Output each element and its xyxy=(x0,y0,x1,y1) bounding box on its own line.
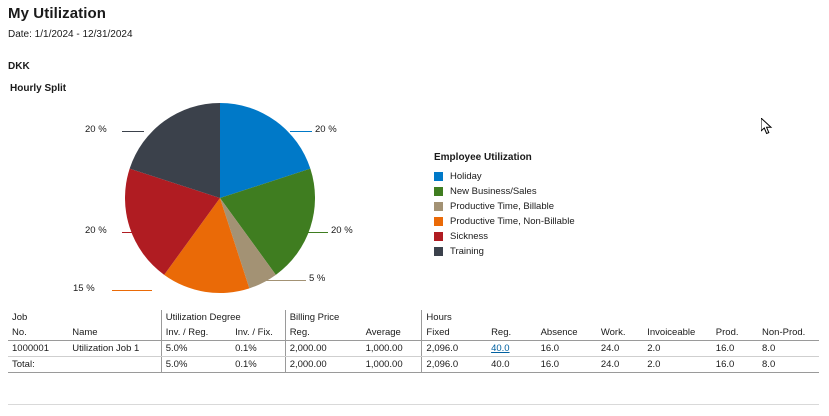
total-average: 1,000.00 xyxy=(362,357,422,373)
column-header-absence: Absence xyxy=(537,325,597,341)
group-label-billing-price: Billing Price xyxy=(285,310,422,325)
cell-inv-fix: 0.1% xyxy=(231,341,285,357)
total-absence: 16.0 xyxy=(537,357,597,373)
column-header-fixed: Fixed xyxy=(422,325,487,341)
table-total-row xyxy=(8,357,819,373)
total-work: 24.0 xyxy=(597,357,643,373)
total-fixed: 2,096.0 xyxy=(422,357,487,373)
footer-divider xyxy=(8,404,819,405)
table-group-header-row xyxy=(8,310,819,325)
column-header-prod: Prod. xyxy=(712,325,758,341)
total-prod: 16.0 xyxy=(712,357,758,373)
cell-invoiceable: 2.0 xyxy=(643,341,712,357)
cell-reg-hours-link[interactable]: 40.0 xyxy=(491,343,510,354)
leader-line-new-business xyxy=(306,232,328,233)
legend-swatch-icon xyxy=(434,217,443,226)
pie-graphic xyxy=(125,103,315,293)
legend-swatch-icon xyxy=(434,187,443,196)
legend-item-label: Productive Time, Billable xyxy=(450,201,555,212)
pie-label-sickness: 20 % xyxy=(85,225,107,236)
legend-item-label: Holiday xyxy=(450,171,482,182)
legend-item-label: Training xyxy=(450,246,484,257)
legend-item-training[interactable] xyxy=(434,244,634,259)
pie-svg xyxy=(125,103,315,293)
leader-line-training xyxy=(122,131,144,132)
column-header-non-prod: Non-Prod. xyxy=(758,325,819,341)
total-non-prod: 8.0 xyxy=(758,357,819,373)
total-inv-fix: 0.1% xyxy=(231,357,285,373)
total-invoiceable: 2.0 xyxy=(643,357,712,373)
column-header-inv-reg: Inv. / Reg. xyxy=(161,325,231,341)
leader-line-sickness xyxy=(122,232,144,233)
total-reg-hours: 40.0 xyxy=(487,357,537,373)
legend-item-label: Sickness xyxy=(450,231,489,242)
legend-item-label: Productive Time, Non-Billable xyxy=(450,216,575,227)
legend-item-productive-non-billable[interactable] xyxy=(434,214,634,229)
pie-label-training: 20 % xyxy=(85,124,107,135)
column-header-name: Name xyxy=(68,325,161,341)
legend-item-productive-billable[interactable] xyxy=(434,199,634,214)
total-inv-reg: 5.0% xyxy=(161,357,231,373)
legend-item-sickness[interactable] xyxy=(434,229,634,244)
table-row[interactable] xyxy=(8,341,819,357)
group-label-hours: Hours xyxy=(422,310,819,325)
pie-chart xyxy=(73,100,410,300)
column-header-average: Average xyxy=(362,325,422,341)
cell-prod: 16.0 xyxy=(712,341,758,357)
total-reg-price: 2,000.00 xyxy=(285,357,361,373)
currency-label: DKK xyxy=(8,61,30,72)
column-header-reg-hours: Reg. xyxy=(487,325,537,341)
legend-item-holiday[interactable] xyxy=(434,169,634,184)
pie-label-billable: 5 % xyxy=(309,273,326,284)
legend-swatch-icon xyxy=(434,232,443,241)
utilization-table xyxy=(0,310,829,373)
legend-title: Employee Utilization xyxy=(434,152,532,163)
pie-label-non-billable: 15 % xyxy=(73,283,95,294)
legend-item-new-business-sales[interactable] xyxy=(434,184,634,199)
page-title: My Utilization xyxy=(8,5,107,22)
group-label-utilization-degree: Utilization Degree xyxy=(161,310,285,325)
mouse-cursor-icon xyxy=(761,118,773,136)
group-label-job: Job xyxy=(12,312,28,323)
legend-swatch-icon xyxy=(434,247,443,256)
table-header-row xyxy=(8,325,819,341)
column-header-reg-price: Reg. xyxy=(285,325,361,341)
chart-legend xyxy=(434,152,634,259)
cell-name: Utilization Job 1 xyxy=(68,341,161,357)
cell-non-prod: 8.0 xyxy=(758,341,819,357)
report-date-range: Date: 1/1/2024 - 12/31/2024 xyxy=(8,29,133,40)
cell-no: 1000001 xyxy=(8,341,68,357)
cell-work: 24.0 xyxy=(597,341,643,357)
cell-absence: 16.0 xyxy=(537,341,597,357)
leader-line-holiday xyxy=(290,131,312,132)
pie-label-new-business: 20 % xyxy=(331,225,353,236)
cell-reg-price: 2,000.00 xyxy=(285,341,361,357)
column-header-work: Work. xyxy=(597,325,643,341)
leader-line-non-billable xyxy=(112,290,152,291)
legend-swatch-icon xyxy=(434,172,443,181)
cell-inv-reg: 5.0% xyxy=(161,341,231,357)
cell-fixed: 2,096.0 xyxy=(422,341,487,357)
total-label: Total: xyxy=(8,357,68,373)
cell-average: 1,000.00 xyxy=(362,341,422,357)
pie-label-holiday: 20 % xyxy=(315,124,337,135)
chart-section-title: Hourly Split xyxy=(10,83,67,94)
column-header-invoiceable: Invoiceable xyxy=(643,325,712,341)
column-header-inv-fix: Inv. / Fix. xyxy=(231,325,285,341)
legend-item-label: New Business/Sales xyxy=(450,186,537,197)
leader-line-billable xyxy=(266,280,306,281)
legend-swatch-icon xyxy=(434,202,443,211)
column-header-no: No. xyxy=(8,325,68,341)
